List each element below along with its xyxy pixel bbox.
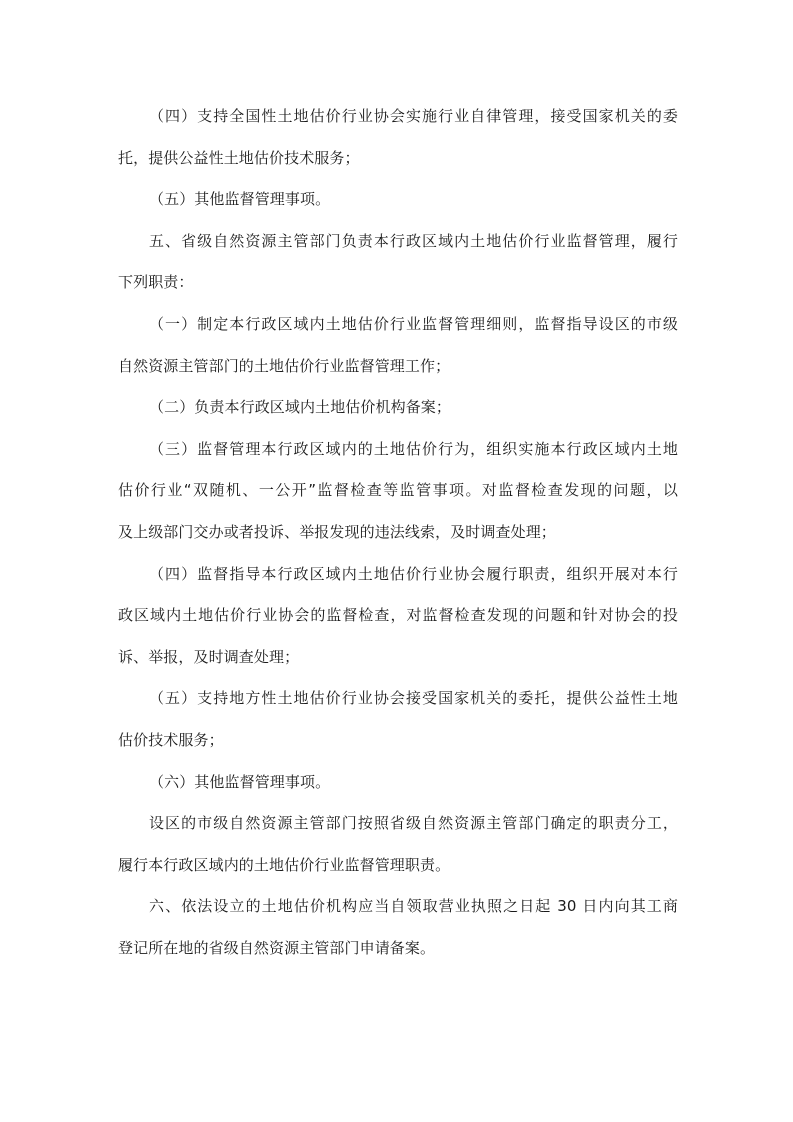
paragraph-line: 履行本行政区域内的土地估价行业监督管理职责。 (118, 855, 451, 874)
paragraph-line: 登记所在地的省级自然资源主管部门申请备案。 (118, 938, 436, 957)
paragraph-line: 诉、举报，及时调查处理； (118, 647, 300, 666)
paragraph-line: 估价行业“双随机、一公开”监督检查等监管事项。对监督检查发现的问题，以 (118, 481, 678, 500)
paragraph-line: （三）监督管理本行政区域内的土地估价行为，组织实施本行政区域内土地 (149, 439, 678, 458)
paragraph-line: （五）其他监督管理事项。 (149, 190, 331, 209)
paragraph-line: （六）其他监督管理事项。 (149, 772, 331, 791)
paragraph-line: （四）监督指导本行政区域内土地估价行业协会履行职责，组织开展对本行 (149, 564, 678, 583)
paragraph-line: （二）负责本行政区域内土地估价机构备案； (149, 398, 452, 417)
paragraph-line: （一）制定本行政区域内土地估价行业监督管理细则，监督指导设区的市级 (149, 314, 678, 333)
paragraph-line: 六、依法设立的土地估价机构应当自领取营业执照之日起 30 日内向其工商 (149, 897, 678, 916)
paragraph-line: （四）支持全国性土地估价行业协会实施行业自律管理，接受国家机关的委 (149, 107, 678, 125)
paragraph-line: 五、省级自然资源主管部门负责本行政区域内土地估价行业监督管理，履行 (149, 231, 678, 250)
paragraph-line: 政区域内土地估价行业协会的监督检查，对监督检查发现的问题和针对协会的投 (118, 606, 678, 625)
paragraph-line: 估价技术服务； (118, 730, 224, 749)
document-body (118, 100, 678, 973)
paragraph-line: 及上级部门交办或者投诉、举报发现的违法线索，及时调查处理； (118, 522, 556, 541)
paragraph-line: 自然资源主管部门的土地估价行业监督管理工作； (118, 356, 451, 375)
paragraph-line: 托，提供公益性土地估价技术服务； (118, 148, 360, 167)
paragraph-line: （五）支持地方性土地估价行业协会接受国家机关的委托，提供公益性土地 (149, 689, 678, 708)
paragraph-line: 下列职责： (118, 273, 194, 292)
paragraph-line: 设区的市级自然资源主管部门按照省级自然资源主管部门确定的职责分工， (149, 814, 678, 833)
